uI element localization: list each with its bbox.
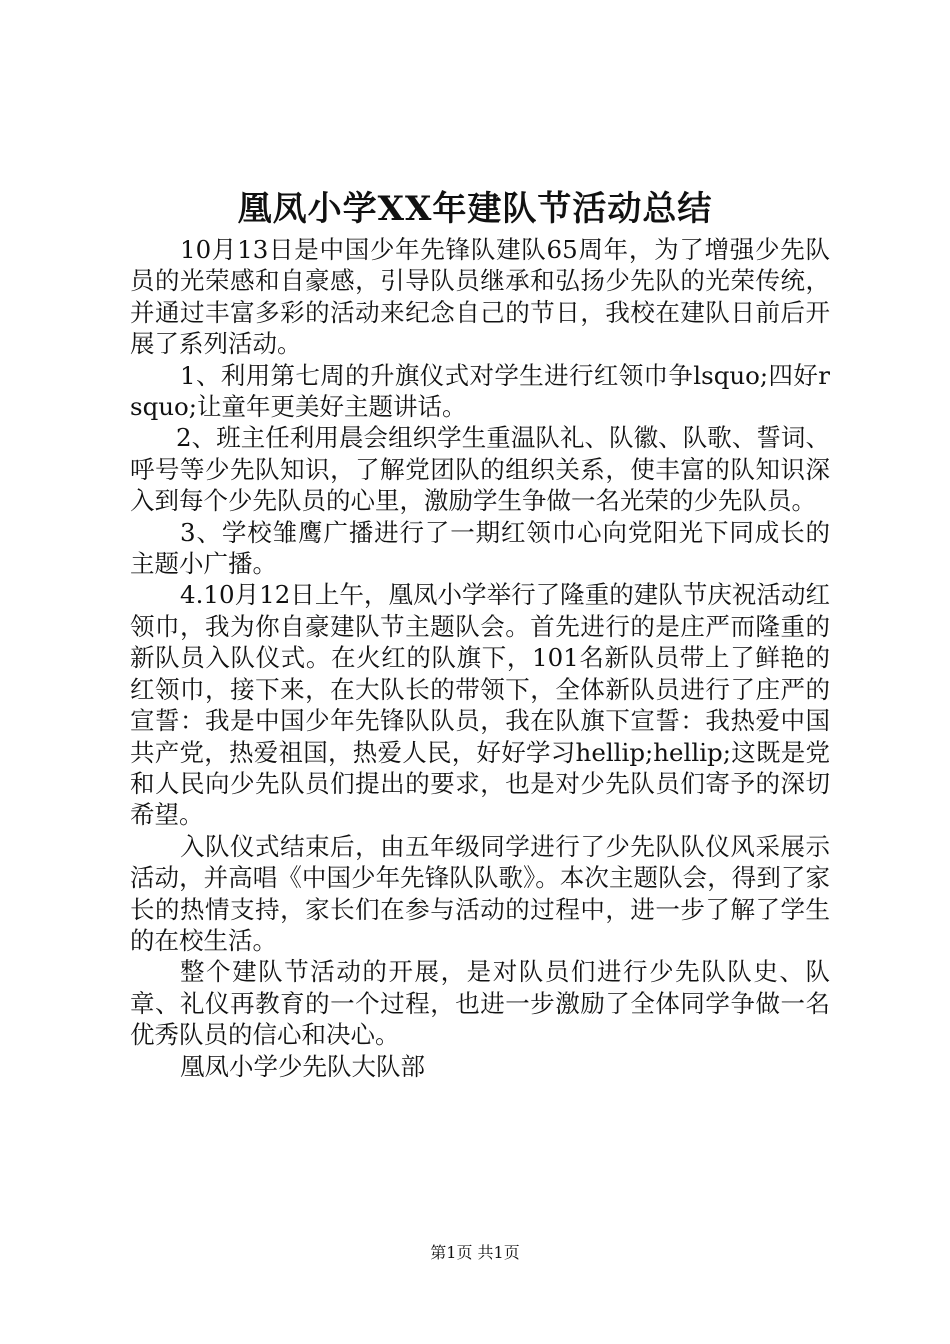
paragraph-item-1: 1、利用第七周的升旗仪式对学生进行红领巾争lsquo;四好rsquo;让童年更美好主题讲话。: [130, 360, 830, 422]
paragraph-conclusion: 整个建队节活动的开展，是对队员们进行少先队队史、队章、礼仪再教育的一个过程，也进一步激励了全体同学争做一名优秀队员的信心和决心。: [130, 957, 830, 1050]
page-footer: 第1页 共1页: [430, 1243, 520, 1262]
signature-line: 凰凤小学少先队大队部: [180, 1051, 425, 1081]
paragraph-item-2: 2、班主任利用晨会组织学生重温队礼、队徽、队歌、誓词、呼号等少先队知识，了解党团队的组织关系，使丰富的队知识深入到每个少先队员的心里，激励学生争做一名光荣的少先队员。: [130, 423, 830, 516]
document-body: [130, 234, 830, 1082]
paragraph-ceremony: 入队仪式结束后，由五年级同学进行了少先队队仪风采展示活动，并高唱《中国少年先锋队队歌》。本次主题队会，得到了家长的热情支持，家长们在参与活动的过程中，进一步了解了学生的在校生活。: [130, 831, 830, 955]
paragraph-item-3: 3、学校雏鹰广播进行了一期红领巾心向党阳光下同成长的主题小广播。: [130, 517, 830, 579]
paragraph-item-4: 4.10月12日上午，凰凤小学举行了隆重的建队节庆祝活动红领巾，我为你自豪建队节主题队会。首先进行的是庄严而隆重的新队员入队仪式。在火红的队旗下，101名新队员带上了鲜艳的红领巾，接下来，在大队长的带领下，全体新队员进行了庄严的宣誓：我是中国少年先锋队队员，我在队旗下宣誓：我热爱中国共产党，热爱祖国，热爱人民，好好学习hellip;hellip;这既是党和人民向少先队员们提出的要求，也是对少先队员们寄予的深切希望。: [130, 580, 830, 830]
paragraph-intro: 10月13日是中国少年先锋队建队65周年，为了增强少先队员的光荣感和自豪感，引导队员继承和弘扬少先队的光荣传统，并通过丰富多彩的活动来纪念自己的节日，我校在建队日前后开展了系列活动。: [130, 235, 830, 359]
document-title: 凰凤小学XX年建队节活动总结: [237, 189, 713, 229]
